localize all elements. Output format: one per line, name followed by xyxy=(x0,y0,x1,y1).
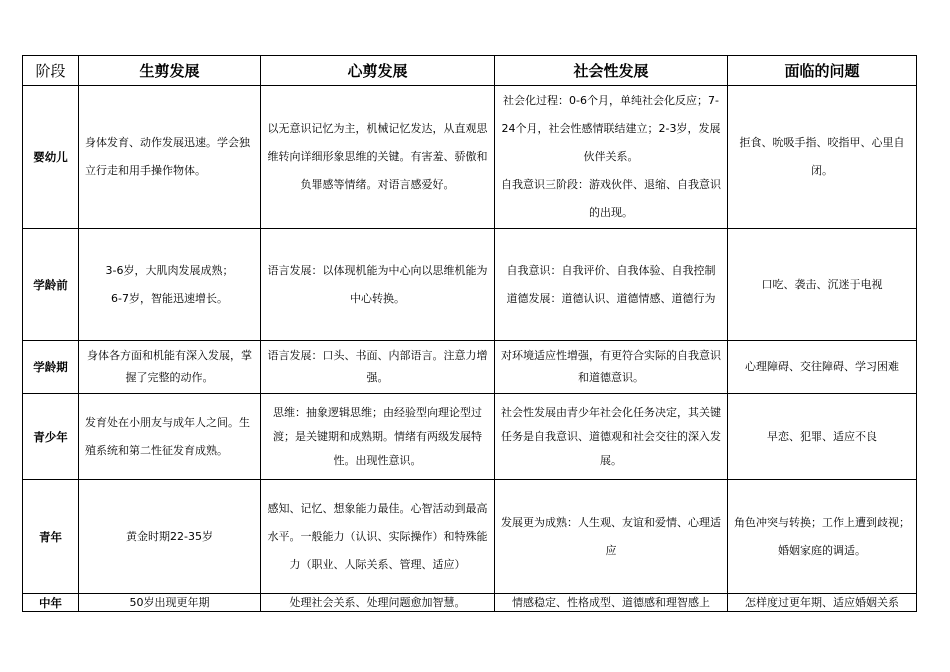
header-psychological-development: 心剪发展 xyxy=(261,56,495,86)
cell-text: 思维：抽象逻辑思维；由经验型向理论型过渡；是关键期和成熟期。情绪有两级发展特性。出现性意识。 xyxy=(273,405,482,467)
cell-text: 拒食、吮吸手指、咬指甲、心里自闭。 xyxy=(739,136,905,177)
social-cell xyxy=(495,594,728,612)
stage-cell: 婴幼儿 xyxy=(23,86,79,229)
cell-text: 自我意识：自我评价、自我体验、自我控制 xyxy=(506,263,716,277)
cell-text: 语言发展：以体现机能为中心向以思维机能为中心转换。 xyxy=(267,263,488,305)
problems-cell xyxy=(728,594,917,612)
cell-text: 身体发育、动作发展迅速。学会独立行走和用手操作物体。 xyxy=(85,136,250,177)
social-cell xyxy=(495,229,728,341)
physical-cell xyxy=(79,480,261,594)
cell-text: 50岁出现更年期 xyxy=(129,595,210,609)
problems-cell xyxy=(728,480,917,594)
cell-text: 发展更为成熟：人生观、友谊和爱情、心理适应 xyxy=(501,515,721,557)
social-cell xyxy=(495,341,728,394)
stage-cell: 学龄前 xyxy=(23,229,79,341)
psychological-cell xyxy=(261,229,495,341)
cell-text: 自我意识三阶段：游戏伙伴、退缩、自我意识的出现。 xyxy=(501,178,721,219)
problems-cell xyxy=(728,229,917,341)
physical-cell xyxy=(79,594,261,612)
problems-cell xyxy=(728,86,917,229)
table-row xyxy=(23,229,917,341)
psychological-cell xyxy=(261,394,495,480)
cell-text: 情感稳定、性格成型、道德感和理智感上 xyxy=(512,595,710,609)
physical-cell xyxy=(79,341,261,394)
physical-cell xyxy=(79,394,261,480)
stage-cell: 中年 xyxy=(23,594,79,612)
cell-text: 早恋、犯罪、适应不良 xyxy=(767,429,877,443)
header-social-development: 社会性发展 xyxy=(495,56,728,86)
cell-text: 怎样度过更年期、适应婚姻关系 xyxy=(745,595,899,609)
cell-text: 语言发展：口头、书面、内部语言。注意力增强。 xyxy=(267,349,488,384)
cell-text: 发育处在小朋友与成年人之间。生殖系统和第二性征发育成熟。 xyxy=(85,415,250,457)
cell-text: 感知、记忆、想象能力最佳。心智活动到最高水平。一般能力（认识、实际操作）和特殊能力（职业、人际关系、管理、适应） xyxy=(267,501,488,571)
table-row xyxy=(23,594,917,612)
cell-text: 身体各方面和机能有深入发展，掌握了完整的动作。 xyxy=(87,349,252,384)
cell-text: 口吃、袭击、沉迷于电视 xyxy=(761,277,883,291)
cell-text: 社会性发展由青少年社会化任务决定，其关键任务是自我意识、道德观和社会交往的深入发展。 xyxy=(501,405,721,467)
cell-text: 对环境适应性增强，有更符合实际的自我意识和道德意识。 xyxy=(501,349,721,384)
table-row xyxy=(23,394,917,480)
table-row xyxy=(23,341,917,394)
psychological-cell xyxy=(261,594,495,612)
psychological-cell xyxy=(261,480,495,594)
header-physical-development: 生剪发展 xyxy=(79,56,261,86)
cell-text: 社会化过程：0-6个月，单纯社会化反应；7-24个月，社会性感情联结建立；2-3岁，发展伙伴关系。 xyxy=(501,94,721,163)
table-row xyxy=(23,480,917,594)
cell-text: 处理社会关系、处理问题愈加智慧。 xyxy=(289,595,466,609)
stage-cell: 青年 xyxy=(23,480,79,594)
physical-cell xyxy=(79,229,261,341)
header-problems: 面临的问题 xyxy=(728,56,917,86)
table-row xyxy=(23,86,917,229)
cell-text: 道德发展：道德认识、道德情感、道德行为 xyxy=(506,291,716,305)
table-header-row xyxy=(23,56,917,86)
header-stage: 阶段 xyxy=(23,56,79,86)
cell-text: 黄金时期22-35岁 xyxy=(126,529,213,543)
cell-text: 6-7岁，智能迅速增长。 xyxy=(111,291,228,305)
cell-text: 心理障碍、交往障碍、学习困难 xyxy=(745,360,899,373)
cell-text: 角色冲突与转换；工作上遭到歧视；婚姻家庭的调适。 xyxy=(734,515,910,557)
psychological-cell xyxy=(261,86,495,229)
problems-cell xyxy=(728,394,917,480)
cell-text: 3-6岁，大肌肉发展成熟； xyxy=(105,263,234,277)
psychological-cell xyxy=(261,341,495,394)
development-stages-table xyxy=(22,55,917,612)
stage-cell: 青少年 xyxy=(23,394,79,480)
social-cell xyxy=(495,394,728,480)
problems-cell xyxy=(728,341,917,394)
stage-cell: 学龄期 xyxy=(23,341,79,394)
cell-text: 以无意识记忆为主，机械记忆发达，从直观思维转向详细形象思维的关键。有害羞、骄傲和负罪感等情绪。对语言感爱好。 xyxy=(267,122,488,191)
social-cell xyxy=(495,480,728,594)
social-cell xyxy=(495,86,728,229)
physical-cell xyxy=(79,86,261,229)
